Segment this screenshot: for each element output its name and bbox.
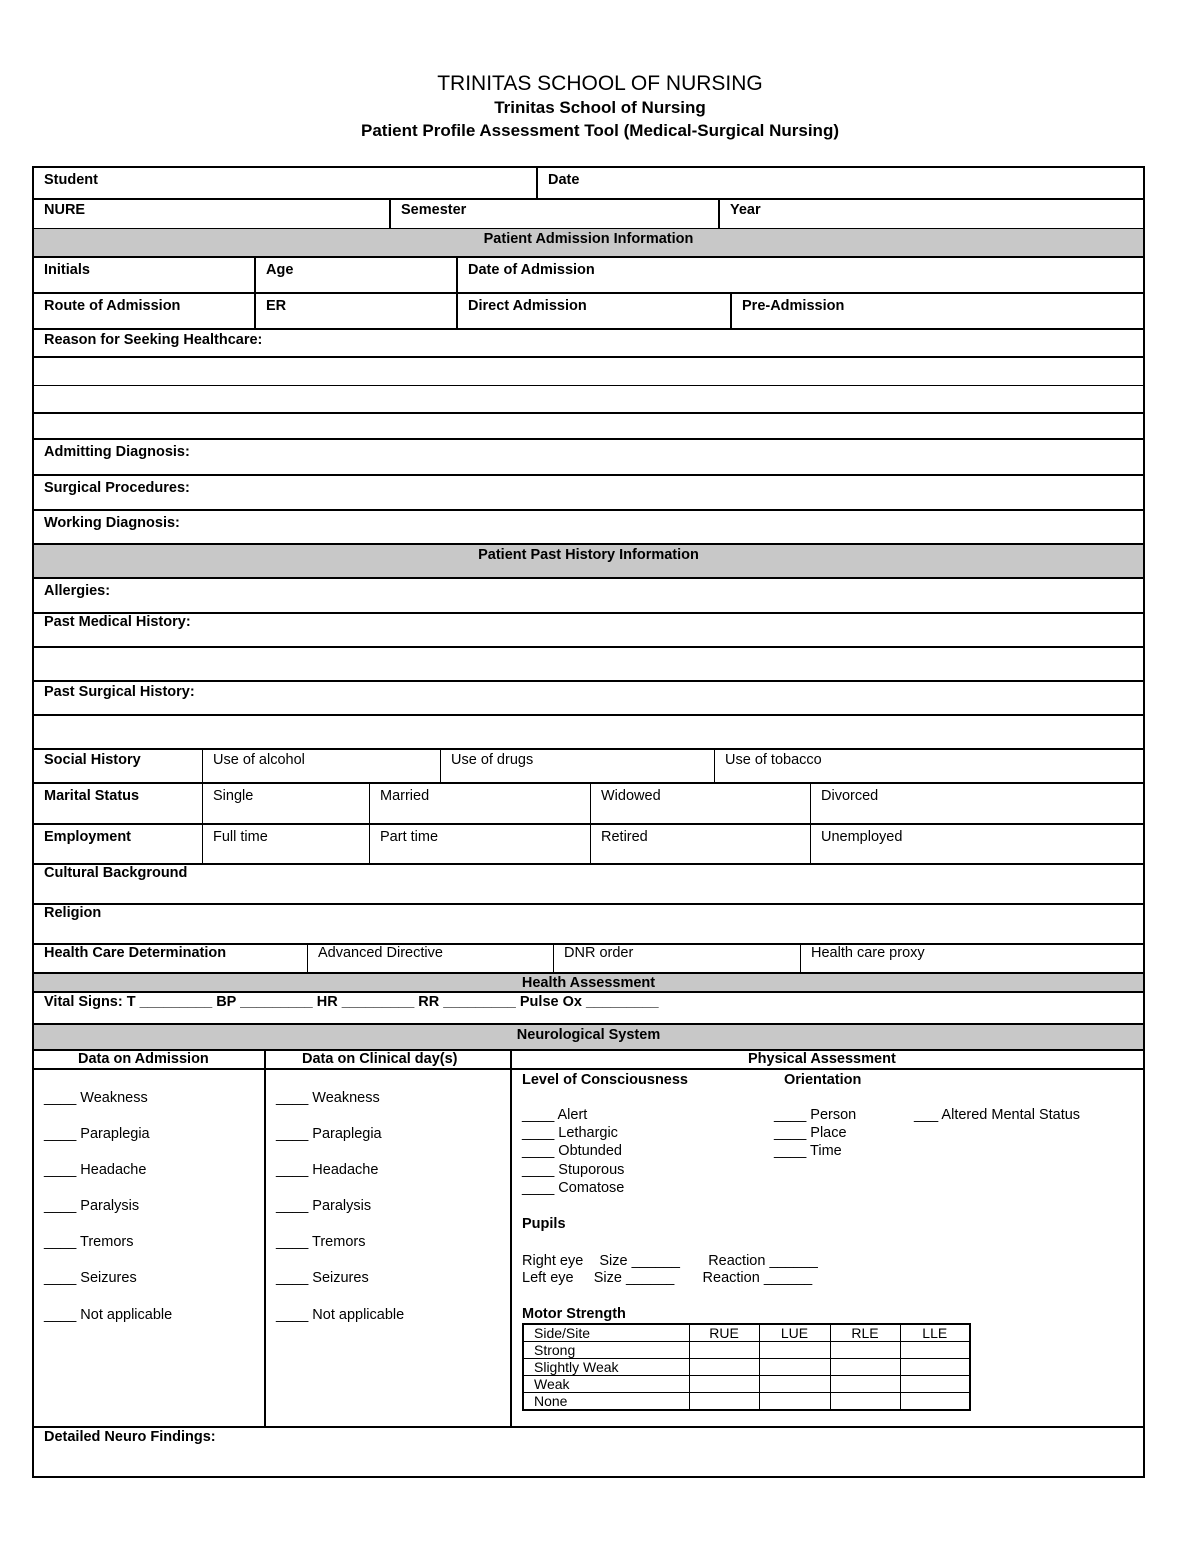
strength-cell[interactable] <box>759 1376 830 1393</box>
student-field[interactable]: Student <box>44 172 98 188</box>
strength-label: Weak <box>523 1376 689 1393</box>
admission-section-header: Patient Admission Information <box>34 229 1143 258</box>
assessment-form <box>32 166 1145 1478</box>
surgical-procedures-row[interactable] <box>34 476 1143 511</box>
allergies-row[interactable] <box>34 579 1143 614</box>
symptom-item[interactable]: ____ Tremors <box>276 1234 366 1250</box>
loc-title: Level of Consciousness <box>522 1072 688 1088</box>
marital-row <box>34 784 1143 825</box>
admitting-diagnosis-row[interactable] <box>34 440 1143 476</box>
symptom-item[interactable]: ____ Tremors <box>44 1234 134 1250</box>
symptom-item[interactable]: ____ Headache <box>44 1162 147 1178</box>
social-history-label: Social History <box>44 752 141 768</box>
course-row <box>34 200 1143 229</box>
altered-mental-status-item[interactable]: ___ Altered Mental Status <box>914 1107 1081 1123</box>
strength-cell[interactable] <box>759 1393 830 1411</box>
loc-item[interactable]: ____ Lethargic <box>522 1125 618 1141</box>
divider <box>510 1051 512 1428</box>
strength-cell[interactable] <box>759 1359 830 1376</box>
er-option[interactable]: ER <box>254 294 456 328</box>
symptom-item[interactable]: ____ Paralysis <box>276 1198 372 1214</box>
strength-cell[interactable] <box>900 1393 970 1411</box>
symptom-item[interactable]: ____ Weakness <box>276 1090 380 1106</box>
table-row <box>523 1359 970 1376</box>
reason-label: Reason for Seeking Healthcare: <box>44 332 263 348</box>
employment-row <box>34 825 1143 865</box>
table-header-cell: LUE <box>759 1324 830 1342</box>
hcd-label: Health Care Determination <box>44 945 227 961</box>
loc-item[interactable]: ____ Obtunded <box>522 1143 622 1159</box>
symptom-item[interactable]: ____ Paraplegia <box>276 1126 382 1142</box>
psh-line[interactable] <box>34 716 1143 750</box>
direct-admission-option[interactable]: Direct Admission <box>456 294 730 328</box>
surgical-procedures-label: Surgical Procedures: <box>44 480 190 496</box>
marital-label: Marital Status <box>44 788 140 804</box>
strength-label: Slightly Weak <box>523 1359 689 1376</box>
date-field[interactable]: Date <box>536 168 1143 198</box>
route-row <box>34 294 1143 330</box>
reason-line-1[interactable] <box>34 358 1143 386</box>
right-eye-line[interactable]: Right eye Size ______ Reaction ______ <box>522 1253 818 1269</box>
clinical-data-header: Data on Clinical day(s) <box>302 1051 458 1067</box>
semester-field[interactable]: Semester <box>389 200 718 228</box>
strength-label: None <box>523 1393 689 1411</box>
strength-cell[interactable] <box>900 1359 970 1376</box>
married-option[interactable]: Married <box>369 784 590 823</box>
strength-cell[interactable] <box>830 1393 900 1411</box>
neuro-column-headers <box>34 1051 1143 1070</box>
pupils-title: Pupils <box>522 1216 566 1232</box>
initials-field[interactable]: Initials <box>44 262 90 278</box>
allergies-label: Allergies: <box>44 583 111 599</box>
symptom-item[interactable]: ____ Paraplegia <box>44 1126 150 1142</box>
divider <box>264 1051 266 1428</box>
school-title: TRINITAS SCHOOL OF NURSING <box>437 72 763 95</box>
health-assessment-header: Health Assessment <box>34 974 1143 993</box>
left-eye-line[interactable]: Left eye Size ______ Reaction ______ <box>522 1270 813 1286</box>
history-section-header: Patient Past History Information <box>34 545 1143 579</box>
symptom-item[interactable]: ____ Headache <box>276 1162 379 1178</box>
strength-cell[interactable] <box>689 1342 759 1359</box>
divorced-option[interactable]: Divorced <box>810 784 1143 823</box>
fulltime-option[interactable]: Full time <box>202 825 369 863</box>
tobacco-option[interactable]: Use of tobacco <box>714 750 1143 782</box>
age-field[interactable]: Age <box>254 258 456 292</box>
year-field[interactable]: Year <box>718 200 1143 228</box>
reason-line-3[interactable] <box>34 414 1143 440</box>
employment-label: Employment <box>44 829 132 845</box>
strength-cell[interactable] <box>689 1393 759 1411</box>
table-row <box>523 1393 970 1411</box>
physical-assessment-header: Physical Assessment <box>748 1051 896 1067</box>
pmh-line[interactable] <box>34 648 1143 682</box>
strength-cell[interactable] <box>689 1376 759 1393</box>
retired-option[interactable]: Retired <box>590 825 810 863</box>
symptom-item[interactable]: ____ Not applicable <box>44 1307 173 1323</box>
admission-data-header: Data on Admission <box>78 1051 209 1067</box>
loc-item[interactable]: ____ Alert <box>522 1107 588 1123</box>
advanced-directive-option[interactable]: Advanced Directive <box>307 945 553 972</box>
symptom-item[interactable]: ____ Weakness <box>44 1090 148 1106</box>
strength-cell[interactable] <box>830 1342 900 1359</box>
strength-label: Strong <box>523 1342 689 1359</box>
psh-row[interactable] <box>34 682 1143 716</box>
motor-strength-title: Motor Strength <box>522 1306 626 1322</box>
table-row <box>523 1342 970 1359</box>
parttime-option[interactable]: Part time <box>369 825 590 863</box>
dnr-option[interactable]: DNR order <box>553 945 800 972</box>
orientation-item[interactable]: ____ Person <box>774 1107 857 1123</box>
orientation-title: Orientation <box>784 1072 862 1088</box>
unemployed-option[interactable]: Unemployed <box>810 825 1143 863</box>
alcohol-option[interactable]: Use of alcohol <box>202 750 440 782</box>
strength-cell[interactable] <box>759 1342 830 1359</box>
orientation-item[interactable]: ____ Place <box>774 1125 847 1141</box>
strength-cell[interactable] <box>830 1359 900 1376</box>
strength-cell[interactable] <box>900 1376 970 1393</box>
admission-date-field[interactable]: Date of Admission <box>456 258 1143 292</box>
symptom-item[interactable]: ____ Seizures <box>276 1270 369 1286</box>
initials-row <box>34 258 1143 294</box>
strength-cell[interactable] <box>689 1359 759 1376</box>
pmh-row[interactable] <box>34 614 1143 648</box>
single-option[interactable]: Single <box>202 784 369 823</box>
pre-admission-option[interactable]: Pre-Admission <box>730 294 1143 328</box>
motor-strength-table <box>522 1323 971 1411</box>
religion-label: Religion <box>44 905 102 921</box>
detailed-neuro-row[interactable] <box>34 1428 1143 1478</box>
cultural-label: Cultural Background <box>44 865 188 881</box>
drugs-option[interactable]: Use of drugs <box>440 750 714 782</box>
symptom-item[interactable]: ____ Not applicable <box>276 1307 405 1323</box>
working-diagnosis-row[interactable] <box>34 511 1143 545</box>
table-row <box>523 1324 970 1342</box>
table-header-cell: LLE <box>900 1324 970 1342</box>
working-diagnosis-label: Working Diagnosis: <box>44 515 180 531</box>
school-subtitle: Trinitas School of Nursing <box>494 98 706 117</box>
neuro-section-header: Neurological System <box>34 1025 1143 1051</box>
orientation-item[interactable]: ____ Time <box>774 1143 842 1159</box>
widowed-option[interactable]: Widowed <box>590 784 810 823</box>
loc-item[interactable]: ____ Stuporous <box>522 1162 625 1178</box>
table-header-cell: RLE <box>830 1324 900 1342</box>
admitting-diagnosis-label: Admitting Diagnosis: <box>44 444 190 460</box>
detailed-neuro-label: Detailed Neuro Findings: <box>44 1429 216 1445</box>
symptom-item[interactable]: ____ Seizures <box>44 1270 137 1286</box>
social-history-row <box>34 750 1143 784</box>
strength-cell[interactable] <box>900 1342 970 1359</box>
proxy-option[interactable]: Health care proxy <box>800 945 1143 972</box>
symptom-item[interactable]: ____ Paralysis <box>44 1198 140 1214</box>
vital-signs-label: Vital Signs: T _________ BP _________ HR _________ RR _________ Pulse Ox _________ <box>44 994 659 1010</box>
table-header-cell: Side/Site <box>523 1324 689 1342</box>
hcd-row <box>34 945 1143 974</box>
strength-cell[interactable] <box>830 1376 900 1393</box>
table-header-cell: RUE <box>689 1324 759 1342</box>
loc-item[interactable]: ____ Comatose <box>522 1180 625 1196</box>
reason-row[interactable] <box>34 330 1143 358</box>
religion-row[interactable] <box>34 905 1143 945</box>
pmh-label: Past Medical History: <box>44 614 191 630</box>
form-title: Patient Profile Assessment Tool (Medical-Surgical Nursing) <box>361 121 839 140</box>
reason-line-2[interactable] <box>34 386 1143 414</box>
table-row <box>523 1376 970 1393</box>
nure-field[interactable]: NURE <box>44 202 86 218</box>
student-row <box>34 168 1143 200</box>
cultural-row[interactable] <box>34 865 1143 905</box>
psh-label: Past Surgical History: <box>44 684 195 700</box>
vitals-row[interactable] <box>34 993 1143 1025</box>
route-label: Route of Admission <box>44 298 181 314</box>
